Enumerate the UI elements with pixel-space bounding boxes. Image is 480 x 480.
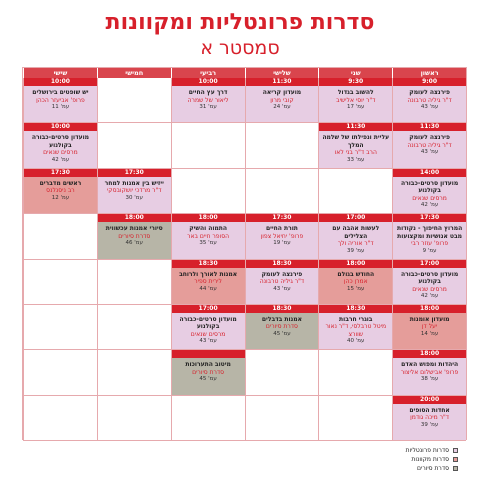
event-title: סיורי אמנות עכשווית — [105, 225, 163, 233]
schedule-cell-empty — [97, 123, 171, 168]
event-lecturer: ד"ר אוריה ולך — [337, 240, 374, 248]
event-lecturer: הרב ד"ר בני לאו — [334, 149, 377, 157]
event-time: 17:30 — [98, 169, 171, 177]
event-page: עמ' 39 — [347, 247, 365, 254]
schedule-cell-empty — [318, 396, 392, 441]
schedule-cell-event[interactable] — [97, 169, 171, 214]
event-title: החודש בגולם — [337, 270, 375, 278]
event-page: עמ' 42 — [420, 202, 439, 209]
schedule-cell-empty — [171, 396, 245, 441]
event-title: פירנצה לעומק — [409, 134, 450, 142]
event-lecturer: פרופ' אביעזר הכהן — [36, 96, 85, 104]
schedule-cell-event[interactable] — [171, 260, 245, 305]
event-title: מיטוב התערוכות — [185, 361, 231, 369]
event-page: עמ' 39 — [420, 421, 439, 428]
event-page: עמ' 31 — [199, 104, 217, 110]
schedule-cell-event[interactable] — [171, 350, 245, 395]
schedule-cell-empty — [23, 305, 97, 350]
legend-label-frontal: סדרות פרונטליות — [405, 447, 449, 454]
event-title: תורת החיים — [265, 225, 298, 233]
event-time: 17:30 — [24, 169, 97, 177]
event-title: להשוב בגדול — [337, 89, 374, 96]
schedule-cell-event[interactable] — [23, 78, 97, 123]
event-time: 17:00 — [172, 305, 245, 313]
legend-item-tours — [406, 464, 458, 473]
schedule-cell-empty — [171, 169, 245, 214]
event-page: עמ' 38 — [420, 376, 439, 383]
event-page: עמ' 14 — [420, 330, 439, 337]
event-title: אחדות הסופים — [409, 406, 450, 414]
event-page: עמ' 43 — [420, 104, 439, 110]
event-time: 18:30 — [172, 260, 245, 268]
event-lecturer: אמרן כהן — [343, 278, 368, 285]
event-lecturer: מיטל טרבלסי, ד"ר נאור שוורצ — [325, 323, 387, 338]
event-time: 18:00 — [393, 305, 466, 313]
event-time: 17:30 — [393, 214, 466, 222]
event-title: מועדון סרטים-כבורה בקולנוע — [400, 179, 459, 195]
schedule-cell-event[interactable] — [97, 214, 171, 259]
schedule-grid — [22, 67, 467, 440]
event-lecturer: ד"ר מיכה גודמן — [410, 414, 450, 422]
event-time: 10:00 — [24, 123, 97, 131]
event-lecturer: ד"ר יוסי אלישיב — [336, 96, 376, 104]
schedule-cell-event[interactable] — [245, 214, 319, 259]
event-lecturer: פרופ' יחיאל צפון — [260, 232, 304, 240]
event-lecturer: ד"ר מרדכי יושקובסקי — [106, 187, 162, 195]
event-time: 17:00 — [319, 214, 392, 222]
day-header-tuesday: שלישי — [245, 68, 319, 78]
schedule-cell-event[interactable] — [23, 169, 97, 214]
schedule-cell-empty — [318, 169, 392, 214]
event-page: עמ' 43 — [420, 149, 439, 156]
event-title: ייזיש בין אמנות למחר — [104, 179, 164, 187]
event-lecturer: לירית ספיר — [194, 278, 222, 285]
event-lecturer: ד"ר גיליה טרבונה — [259, 278, 305, 285]
event-title: פירנצה לעומק — [261, 270, 303, 278]
event-lecturer: ליאור של שמרה — [187, 96, 229, 104]
schedule-cell-event[interactable] — [392, 169, 466, 214]
event-title: אמנות לאורך ולרוחב — [179, 270, 238, 278]
event-time: 18:00 — [393, 350, 466, 358]
event-title: פירנצה לעומק — [409, 89, 450, 96]
event-lecturer: יעל דן — [421, 323, 438, 331]
event-time: 11:30 — [246, 78, 319, 86]
schedule-cell-event[interactable] — [171, 214, 245, 259]
event-time: 20:00 — [393, 396, 466, 404]
schedule-cell-event[interactable] — [318, 123, 392, 168]
event-time: 9:30 — [319, 78, 392, 86]
event-title: לעשות אהבה עם הצלילים — [332, 225, 380, 240]
schedule-cell-empty — [97, 350, 171, 395]
event-page: עמ' 43 — [199, 338, 217, 345]
legend-label-online: סדרות מקוונות — [411, 456, 449, 463]
event-title: מועדון סרטים-כבורה בקולנוע — [31, 134, 90, 149]
day-header-monday: שני — [318, 68, 392, 78]
event-title: המרוץ החיפוך - נקודות מבט אנושיות ומקצועות — [396, 225, 463, 240]
event-page: עמ' 19 — [273, 240, 291, 247]
schedule-cell-event[interactable] — [318, 214, 392, 259]
schedule-cell-event[interactable] — [392, 123, 466, 168]
schedule-cell-empty — [245, 396, 319, 441]
day-header-thursday: חמישי — [97, 68, 171, 78]
legend-swatch-frontal — [453, 448, 458, 453]
day-header-sunday: ראשון — [392, 68, 466, 78]
event-time: 10:00 — [24, 78, 97, 86]
schedule-cell-empty — [97, 78, 171, 123]
event-page: עמ' 42 — [51, 156, 70, 163]
schedule-cell-event[interactable] — [392, 305, 466, 350]
schedule-cell-event[interactable] — [318, 260, 392, 305]
event-page: עמ' 17 — [347, 104, 365, 110]
day-header-wednesday: רביעי — [171, 68, 245, 78]
event-page: עמ' 35 — [199, 240, 217, 247]
event-time: 17:30 — [246, 214, 319, 222]
schedule-cell-event[interactable] — [318, 78, 392, 123]
schedule-cell-event[interactable] — [318, 305, 392, 350]
event-time: 9:00 — [393, 78, 466, 86]
event-lecturer: רב ניסנלנס — [46, 187, 75, 195]
legend-item-online — [406, 455, 458, 464]
legend-item-frontal — [406, 446, 458, 455]
event-time: 18:00 — [319, 260, 392, 268]
event-lecturer: סדרת סיורים — [265, 323, 298, 331]
event-time: 17:00 — [393, 260, 466, 268]
page-subtitle: סמסטר א — [200, 37, 280, 59]
schedule-cell-empty — [23, 396, 97, 441]
event-title: מועדון אומנות — [409, 315, 450, 323]
schedule-cell-empty — [245, 123, 319, 168]
event-page: עמ' 15 — [347, 285, 365, 292]
schedule-cell-empty — [23, 260, 97, 305]
event-title: היהדות ומפוש האדם — [401, 361, 459, 369]
event-title: ראשים מדברים — [39, 179, 82, 187]
schedule-cell-empty — [245, 350, 319, 395]
event-lecturer: הסופר חיים באר — [187, 232, 230, 240]
event-time: 14:00 — [393, 169, 466, 177]
event-title: אמנות בדבלים — [261, 315, 302, 323]
event-lecturer: ד"ר גיליה טרבונה — [407, 141, 452, 149]
event-lecturer: מרסים שנאים — [412, 194, 447, 202]
schedule-cell-empty — [23, 214, 97, 259]
event-page: עמ' 9 — [422, 247, 437, 254]
event-time-bar — [172, 350, 245, 358]
schedule-cell-empty — [97, 305, 171, 350]
event-title: מועדון סרטים-כבורה בקולנוע — [179, 315, 237, 331]
event-lecturer: פרופ' אבישלום אליצור — [400, 368, 459, 376]
schedule-cell-empty — [23, 350, 97, 395]
schedule-cell-event[interactable] — [245, 78, 319, 123]
schedule-cell-event[interactable] — [392, 214, 466, 259]
event-time: 18:00 — [172, 214, 245, 222]
event-lecturer: מרסים שנאים — [412, 285, 447, 293]
event-title: יש שופטים בירושלים — [32, 89, 89, 96]
event-page: עמ' 40 — [347, 338, 365, 345]
event-page: עמ' 24 — [273, 104, 291, 110]
event-page: עמ' 46 — [125, 240, 143, 247]
schedule-cell-event[interactable] — [23, 123, 97, 168]
schedule-cell-event[interactable] — [392, 350, 466, 395]
event-page: עמ' 44 — [199, 285, 217, 292]
event-lecturer: מרסים שנאים — [190, 330, 226, 338]
schedule-cell-empty — [318, 350, 392, 395]
event-time: 18:30 — [319, 305, 392, 313]
event-title: מועדון סרטים-כבורה בקולנוע — [400, 270, 459, 285]
legend-swatch-online — [453, 457, 458, 462]
schedule-cell-empty — [97, 260, 171, 305]
event-page: עמ' 45 — [273, 330, 291, 337]
day-header-friday: שישי — [23, 68, 97, 78]
event-title: עליית ונפילתו של שלמה המלך — [322, 134, 390, 149]
event-lecturer: סדרת סיורים — [192, 368, 225, 376]
event-time: 10:00 — [172, 78, 245, 86]
event-time: 18:00 — [98, 214, 171, 222]
event-lecturer: פרופ' עוזר רבי — [411, 240, 449, 248]
legend-label-tours: סדרת סיורים — [417, 465, 449, 472]
event-title: בוגרי חרבות — [339, 315, 373, 323]
event-page: עמ' 45 — [199, 376, 217, 383]
schedule-cell-event[interactable] — [245, 305, 319, 350]
event-page: עמ' 11 — [51, 104, 70, 110]
event-page: עמ' 42 — [420, 293, 439, 299]
event-lecturer: סדרת סיורים — [118, 232, 151, 240]
event-page: עמ' 43 — [273, 285, 291, 292]
event-lecturer: קובי מרון — [270, 96, 294, 104]
event-time: 18:30 — [246, 260, 319, 268]
event-title: התמוה והשיק — [189, 225, 227, 233]
event-time: 11:30 — [393, 123, 466, 131]
event-title: מועדון קריאה — [262, 89, 302, 96]
page-title: סדרות פרונטליות ומקוונות — [105, 10, 375, 35]
event-lecturer: ד"ר גיליה טרבונה — [407, 96, 452, 104]
schedule-cell-event[interactable] — [392, 78, 466, 123]
event-lecturer: מרסים שנאים — [43, 149, 78, 157]
schedule-cell-event[interactable] — [171, 78, 245, 123]
event-time: 18:30 — [246, 305, 319, 313]
legend — [406, 446, 458, 473]
schedule-cell-empty — [245, 169, 319, 214]
schedule-cell-empty — [97, 396, 171, 441]
schedule-cell-event[interactable] — [171, 305, 245, 350]
event-page: עמ' 12 — [51, 194, 70, 201]
event-time: 11:30 — [319, 123, 392, 131]
event-title: דרך עץ החיים — [188, 89, 228, 96]
event-page: עמ' 30 — [125, 194, 143, 201]
schedule-cell-empty — [171, 123, 245, 168]
schedule-cell-event[interactable] — [392, 396, 466, 441]
event-page: עמ' 33 — [347, 156, 365, 163]
schedule-cell-event[interactable] — [245, 260, 319, 305]
schedule-cell-event[interactable] — [392, 260, 466, 305]
legend-swatch-tours — [453, 466, 458, 471]
